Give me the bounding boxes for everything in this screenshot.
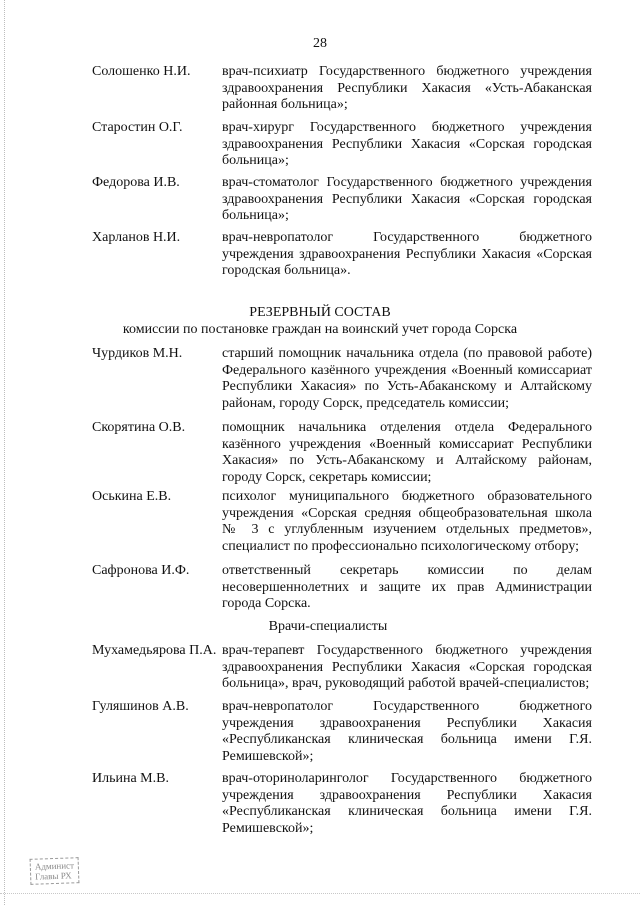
reserve-subtitle: комиссии по постановке граждан на воинский учет города Сорска [122, 322, 518, 337]
member-name: Харланов Н.И. [92, 230, 181, 245]
member-description: врач-терапевт Государственного бюджетного учреждения здравоохранения Республики Хакасия «Сорская городская больница», врач, руководящий работой врачей-специалистов; [222, 643, 592, 691]
member-name: Солошенко Н.И. [92, 64, 191, 79]
member-description: врач-хирург Государственного бюджетного учреждения здравоохранения Республики Хакасия «Сорская городская больница»; [222, 120, 592, 168]
registration-stamp [30, 857, 80, 885]
bottom-edge-marks [0, 893, 640, 894]
member-name: Ильина М.В. [92, 771, 169, 786]
member-name: Федорова И.В. [92, 175, 180, 190]
member-name: Чурдиков М.Н. [92, 346, 183, 361]
member-description: врач-оториноларинголог Государственного бюджетного учреждения здравоохранения Республики Хакасия «Республиканская клиническая больница имени Г.Я. Ремишевской»; [222, 771, 592, 836]
member-name: Мухамедьярова П.А. [92, 643, 217, 658]
stamp-line: Главы РХ [35, 870, 72, 882]
member-name: Сафронова И.Ф. [92, 563, 190, 578]
member-name: Гуляшинов А.В. [92, 699, 189, 714]
member-name: Старостин О.Г. [92, 120, 183, 135]
member-description: психолог муниципального бюджетного образовательного учреждения «Сорская средняя общеобразовательная школа № 3 с углубленным изучением отдельных предметов», специалист по профессионально психологическому отбору; [222, 489, 592, 554]
member-name: Оськина Е.В. [92, 489, 172, 504]
member-description: старший помощник начальника отдела (по правовой работе) Федерального казённого учреждения «Военный комиссариат Республики Хакасия» по Усть-Абаканскому и Алтайскому районам, городу Сорск, председатель комиссии; [222, 346, 592, 411]
member-description: помощник начальника отделения отдела Федерального казённого учреждения «Военный комиссариат Республики Хакасия» по Усть-Абаканскому и Алтайскому районам, городу Сорск, секретарь комиссии; [222, 420, 592, 485]
doctors-heading: Врачи-специалисты [268, 619, 388, 634]
member-description: врач-невропатолог Государственного бюджетного учреждения здравоохранения Республики Хакасия «Республиканская клиническая больница имени Г.Я. Ремишевской»; [222, 699, 592, 764]
page-number: 28 [313, 36, 327, 51]
member-name: Скорятина О.В. [92, 420, 186, 435]
page-edge-marks [4, 0, 6, 905]
stamp-line: Админист [34, 860, 75, 872]
member-description: врач-невропатолог Государственного бюджетного учреждения здравоохранения Республики Хакасия «Сорская городская больница». [222, 230, 592, 278]
member-description: врач-стоматолог Государственного бюджетного учреждения здравоохранения Республики Хакасия «Сорская городская больница»; [222, 175, 592, 223]
reserve-title: РЕЗЕРВНЫЙ СОСТАВ [249, 305, 391, 320]
member-description: врач-психиатр Государственного бюджетного учреждения здравоохранения Республики Хакасия «Усть-Абаканская районная больница»; [222, 64, 592, 112]
member-description: ответственный секретарь комиссии по делам несовершеннолетних и защите их прав Администрации города Сорска. [222, 563, 592, 611]
